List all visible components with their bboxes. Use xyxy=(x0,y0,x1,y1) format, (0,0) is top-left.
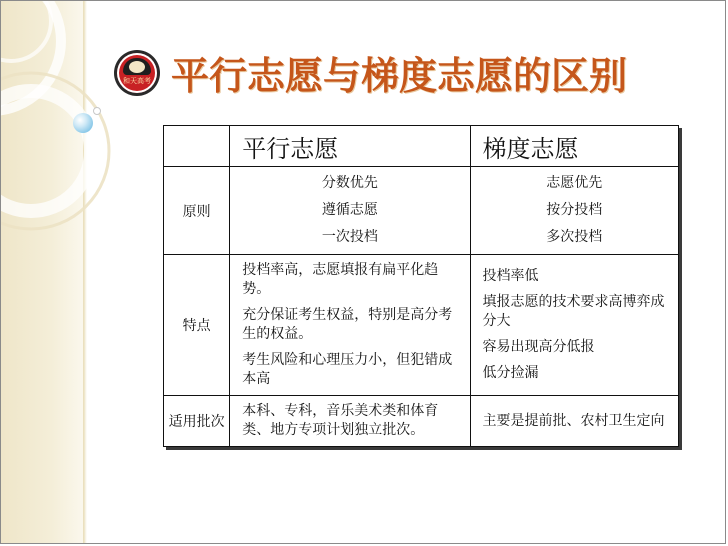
paragraph: 本科、专科，音乐美术类和体育类、地方专项计划独立批次。 xyxy=(242,403,439,438)
logo-icon xyxy=(117,53,157,93)
page-title: 平行志愿与梯度志愿的区别 xyxy=(171,54,628,98)
table-header-row xyxy=(164,126,679,167)
list-item: 遵循志愿 xyxy=(321,202,378,218)
paragraph: 充分保证考生权益，特别是高分考生的权益。 xyxy=(242,307,453,342)
row-label-batch: 适用批次 xyxy=(164,396,230,447)
table-row-batch xyxy=(164,396,679,447)
header-parallel: 平行志愿 xyxy=(230,126,470,167)
title-row xyxy=(117,45,627,100)
paragraph: 填报志愿的技术要求高博弈成分大 xyxy=(482,294,665,329)
list-item: 按分投档 xyxy=(546,202,603,218)
logo-text: 和天高考 xyxy=(123,76,151,85)
list-item: 一次投档 xyxy=(321,229,378,245)
blue-bubble-decoration xyxy=(73,113,93,133)
paragraph: 低分捡漏 xyxy=(482,365,539,381)
paragraph: 投档率低 xyxy=(482,268,539,284)
list-item: 多次投档 xyxy=(546,229,603,245)
batch-gradient-cell xyxy=(470,396,678,447)
paragraph: 考生风险和心理压力小，但犯错成本高 xyxy=(242,352,453,387)
paragraph: 容易出现高分低报 xyxy=(482,339,595,355)
paragraph: 主要是提前批、农村卫生定向 xyxy=(482,412,665,429)
list-item: 分数优先 xyxy=(321,175,378,191)
table-row-principle xyxy=(164,167,679,255)
paragraph: 投档率高，志愿填报有扁平化趋势。 xyxy=(242,262,439,297)
small-bubble-decoration xyxy=(93,107,101,115)
row-label-principle: 原则 xyxy=(164,167,230,255)
row-label-features: 特点 xyxy=(164,255,230,396)
table-row-features xyxy=(164,255,679,396)
principle-parallel-cell xyxy=(230,167,470,255)
features-gradient-cell xyxy=(470,255,678,396)
comparison-table xyxy=(163,125,679,447)
logo-face xyxy=(129,61,145,73)
principle-gradient-cell xyxy=(470,167,678,255)
list-item: 志愿优先 xyxy=(546,175,603,191)
features-parallel-cell xyxy=(230,255,470,396)
header-blank-cell xyxy=(164,126,230,167)
header-gradient: 梯度志愿 xyxy=(470,126,678,167)
batch-parallel-cell xyxy=(230,396,470,447)
